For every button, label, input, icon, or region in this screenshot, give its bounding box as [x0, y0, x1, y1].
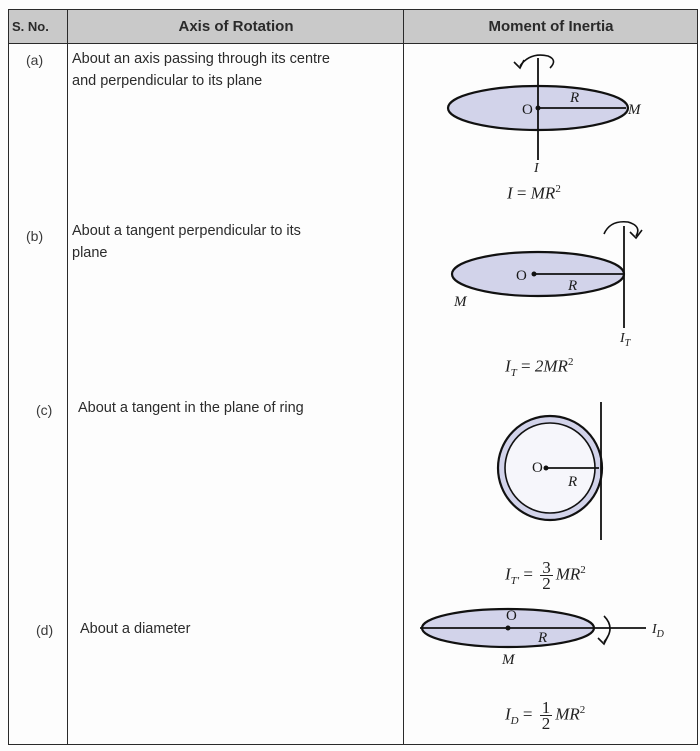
row-a-axis-line-1: About an axis passing through its centre [72, 51, 330, 67]
row-b-formula: $I_T = 2MR^2$ [505, 356, 574, 380]
row-c-sno: (c) [36, 402, 53, 418]
row-c-ring-diagram [490, 400, 620, 545]
row-a-axis-line-2: and perpendicular to its plane [72, 73, 263, 89]
axis-label: I [534, 161, 539, 176]
mass-label: M [628, 102, 641, 118]
row-d-axis-line-1: About a diameter [80, 621, 191, 637]
table-bottom-border [8, 744, 698, 745]
header-bottom-border [8, 43, 698, 44]
table-left-border [8, 9, 9, 745]
row-d-formula: $I_D$ = $\frac{1}{2}$ $MR^2$ [505, 698, 586, 733]
row-b-axis-line-2: plane [72, 245, 108, 261]
mass-label: M [454, 294, 467, 310]
header-axis: Axis of Rotation [178, 18, 294, 35]
radius-label: R [570, 90, 580, 106]
row-a-ring-diagram [430, 48, 670, 178]
row-a-formula: $I = MR^2$ [507, 183, 561, 203]
mass-label: M [502, 652, 515, 668]
row-a-axis [72, 48, 330, 92]
row-d-sno: (d) [36, 622, 54, 638]
column-divider-1 [67, 9, 68, 745]
fraction: $\frac{1}{2}$ [541, 698, 551, 733]
row-c-formula: $I_{T'}$ = $\frac{3}{2}$ $MR^2$ [505, 558, 586, 593]
row-a-sno: (a) [26, 52, 44, 68]
radius-label: R [568, 278, 578, 294]
row-d-axis [80, 618, 190, 640]
fraction: $\frac{3}{2}$ [542, 558, 551, 593]
table-right-border [697, 9, 698, 745]
table-top-border [8, 9, 698, 10]
row-c-axis [78, 397, 304, 419]
row-c-axis-line-1: About a tangent in the plane of ring [78, 400, 304, 416]
row-b-axis-line-1: About a tangent perpendicular to its [72, 223, 301, 239]
rotation-arrow-icon [520, 55, 554, 68]
center-label: O [532, 460, 543, 476]
row-b-axis [72, 220, 301, 264]
center-label: O [506, 608, 517, 624]
axis-label: $I_T$ [620, 331, 631, 348]
row-b-ring-diagram [430, 218, 670, 348]
radius-label: R [538, 630, 548, 646]
column-divider-2 [403, 9, 404, 745]
header-moi: Moment of Inertia [488, 18, 614, 35]
radius-label: R [568, 474, 578, 490]
center-label: O [522, 102, 533, 118]
axis-label: $I_D$ [652, 622, 664, 640]
center-label: O [516, 268, 527, 284]
row-b-sno: (b) [26, 228, 44, 244]
row-d-ring-diagram [410, 598, 690, 678]
header-sno: S. No. [12, 19, 49, 34]
